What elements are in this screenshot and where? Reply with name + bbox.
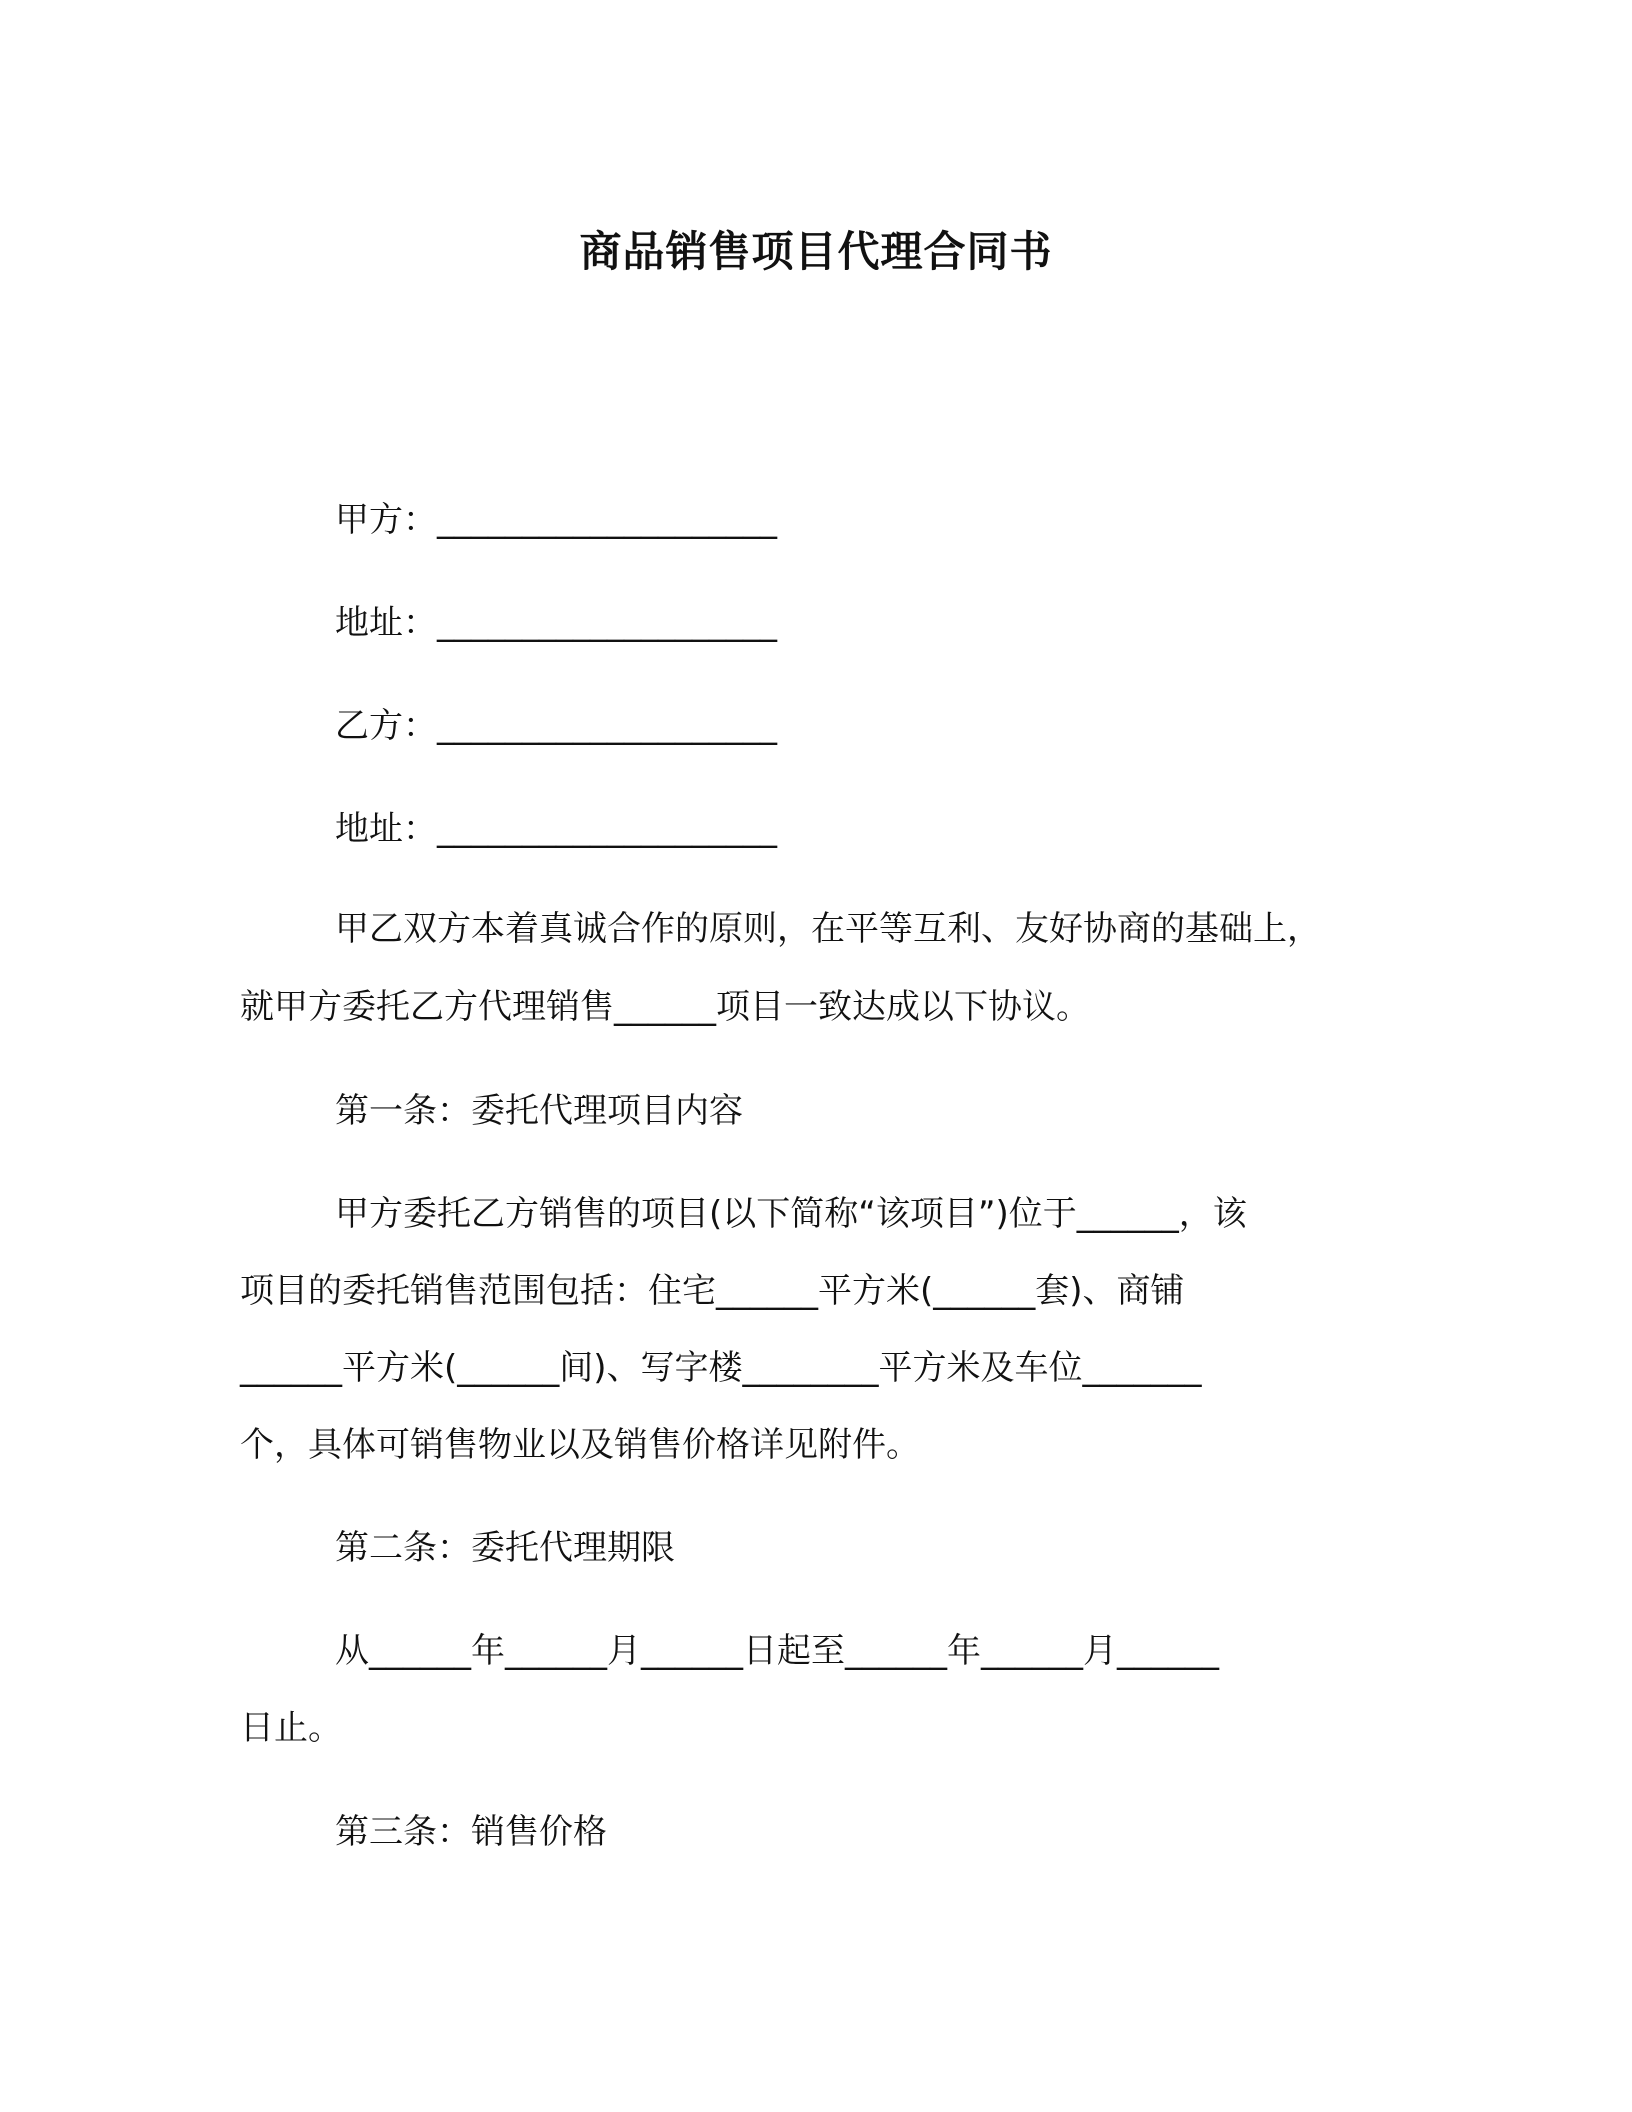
article2-line-1: 从______年______月______日起至______年______月______ [335,1631,1219,1671]
party-a-address-line: 地址：____________________ [335,603,777,643]
article2-heading: 第二条：委托代理期限 [335,1528,675,1568]
party-a-line: 甲方：____________________ [335,500,777,540]
article1-heading: 第一条：委托代理项目内容 [335,1091,743,1131]
article1-line-2: 项目的委托销售范围包括：住宅______平方米(______套)、商铺 [240,1271,1185,1311]
intro-line-2: 就甲方委托乙方代理销售______项目一致达成以下协议。 [240,987,1090,1027]
party-b-address-line: 地址：____________________ [335,809,777,849]
document-title: 商品销售项目代理合同书 [579,227,1053,276]
article2-line-2: 日止。 [240,1708,342,1748]
article1-line-4: 个，具体可销售物业以及销售价格详见附件。 [240,1425,920,1465]
article1-line-1: 甲方委托乙方销售的项目(以下简称“该项目”)位于______，该 [335,1194,1247,1234]
intro-line-1: 甲乙双方本着真诚合作的原则，在平等互利、友好协商的基础上， [335,909,1321,949]
article3-heading: 第三条：销售价格 [335,1812,607,1852]
article1-line-3: ______平方米(______间)、写字楼________平方米及车位_______ [240,1348,1202,1388]
party-b-line: 乙方：____________________ [335,706,777,746]
